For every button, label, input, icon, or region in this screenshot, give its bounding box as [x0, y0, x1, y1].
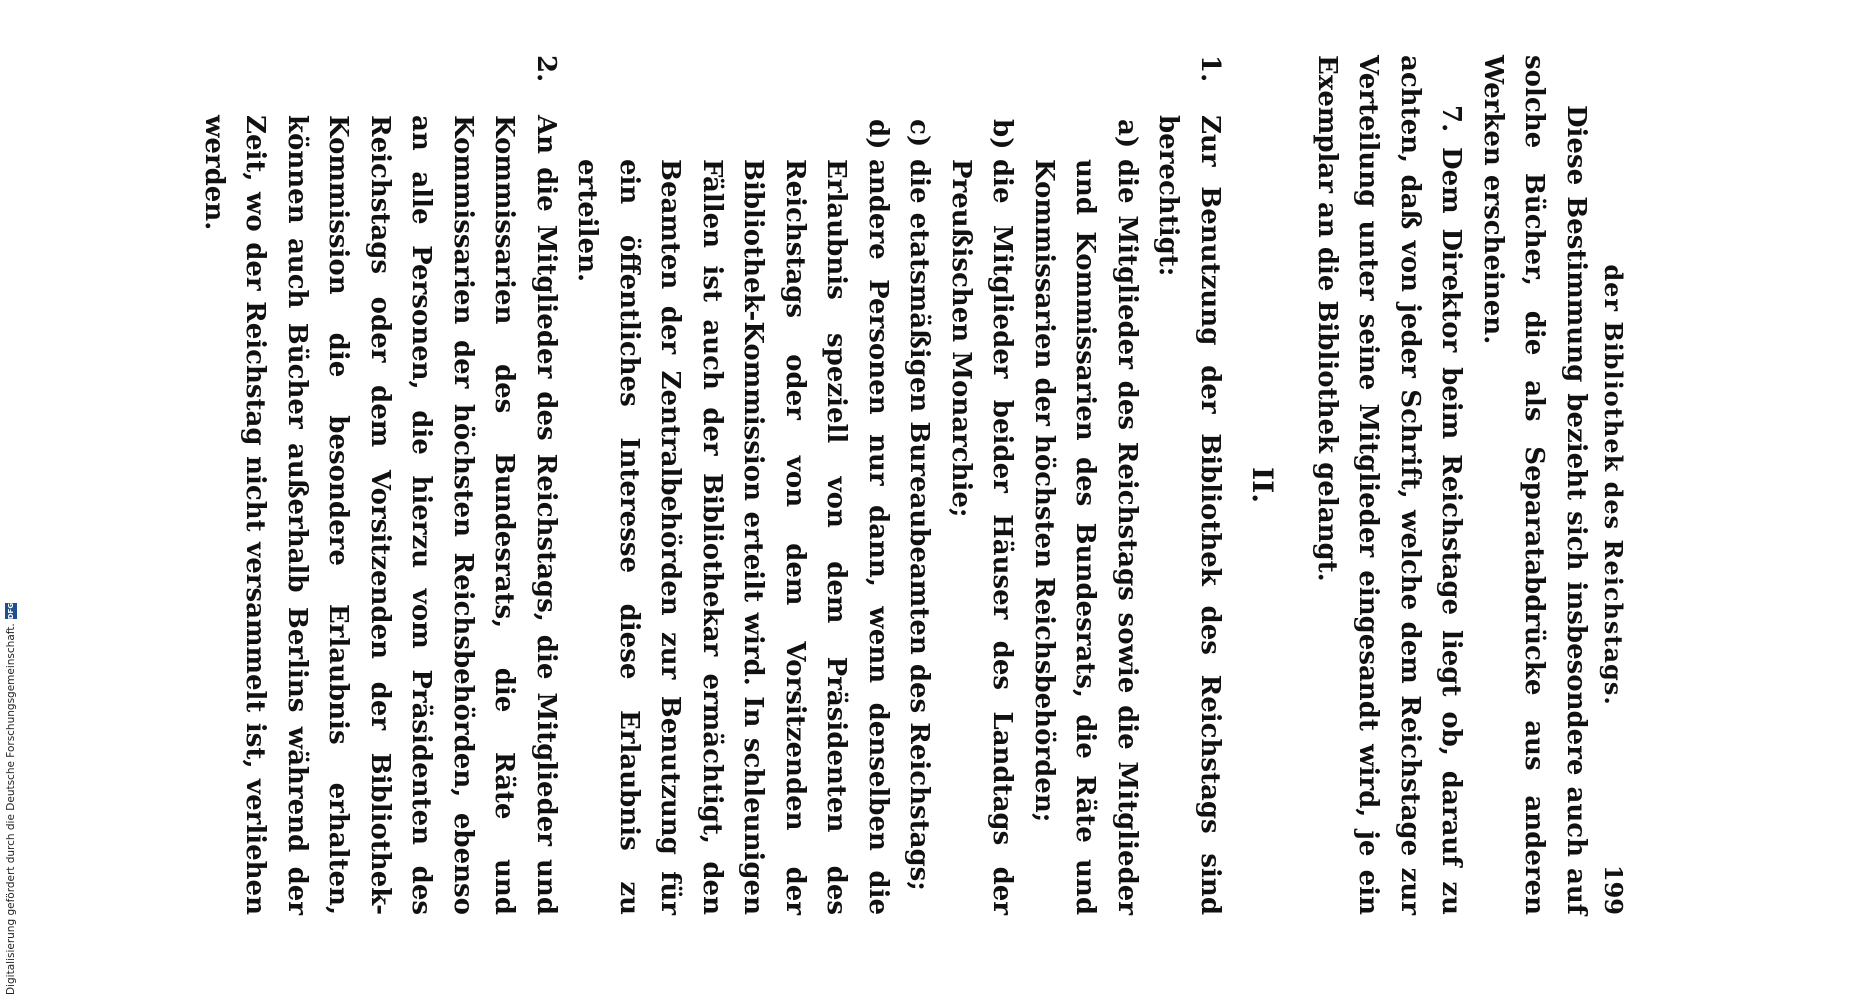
digitization-credit — [3, 602, 19, 995]
page-number: 199 — [1599, 864, 1628, 915]
sub-marker: d) — [863, 119, 893, 150]
dfg-logo: DFG — [7, 602, 15, 620]
sub-marker: a) — [1112, 119, 1142, 149]
sub-item-text: die Mitglieder beider Häuser des Landtags der Preußischen Monarchie; — [946, 159, 1018, 915]
sub-item-c — [898, 55, 940, 915]
running-head-title: der Bibliothek des Reichstags. — [1599, 264, 1628, 706]
sub-marker: c) — [904, 119, 935, 148]
section-number: II. — [1246, 467, 1280, 503]
credit-text: Digitalisierung gefördert durch die Deutsche Forschungsgemeinschaft. — [5, 623, 17, 995]
list-item-text: Zur Benutzung der Bibliothek des Reichstags sind berechtigt: — [1153, 115, 1225, 915]
list-item-2 — [193, 55, 567, 915]
list-marker: 1. — [1195, 55, 1225, 83]
list-marker: 2. — [531, 55, 561, 83]
paragraph-direktor: 7. Dem Direktor beim Reichstage liegt ob, darauf zu achten, daß von jeder Schrift, welche dem Reichstage zur Verteilung unter seine Mitglieder eingesandt wird, je ein Exemplar an die Bibliothek gelangt. — [1312, 55, 1467, 915]
running-head — [1596, 55, 1640, 915]
sub-item-text: die Mitglieder des Reichstags sowie die Mitglieder und Kommissarien des Bundesrats, die Räte und Kommissarien der höchsten Reichsbehörden; — [1029, 159, 1142, 915]
list-item-text: An die Mitglieder des Reichstags, die Mitglieder und Kommissarien des Bundesrats, die Räte und Kommissarien der höchsten Reichsbehörden, ebenso an alle Personen, die hierzu vom Präsidenten des Reichstags oder dem Vorsitzenden der Bibliothek-Kommission die besondere Erlaubnis erhalten, können auch Bücher außerhalb Berlins während der Zeit, wo der Reichstag nicht versammelt ist, verliehen werden. — [199, 115, 561, 915]
sub-item-text: andere Personen nur dann, wenn denselben die Erlaubnis speziell von dem Präsidenten des Reichstags oder von dem Vorsitzenden der Bibliothek-Kommission erteilt wird. In schleunigen Fällen ist auch der Bibliothekar ermächtigt, den Beamten der Zentralbehörden zur Benutzung für ein öffentliches Interesse diese Erlaubnis zu erteilen. — [572, 159, 893, 915]
sub-item-a — [1023, 55, 1148, 915]
list-item-1 — [1147, 55, 1230, 915]
page-body — [199, 55, 1640, 915]
sub-item-text: die etatsmäßigen Bureaubeamten des Reichstags; — [904, 159, 935, 891]
sub-marker: b) — [987, 119, 1018, 150]
sub-item-d — [566, 55, 898, 915]
sub-item-b — [940, 55, 1023, 915]
paragraph-bestimmung: Diese Bestimmung bezieht sich insbesondere auch auf solche Bücher, die als Separatabdrücke aus anderen Werken erscheinen. — [1478, 55, 1591, 915]
